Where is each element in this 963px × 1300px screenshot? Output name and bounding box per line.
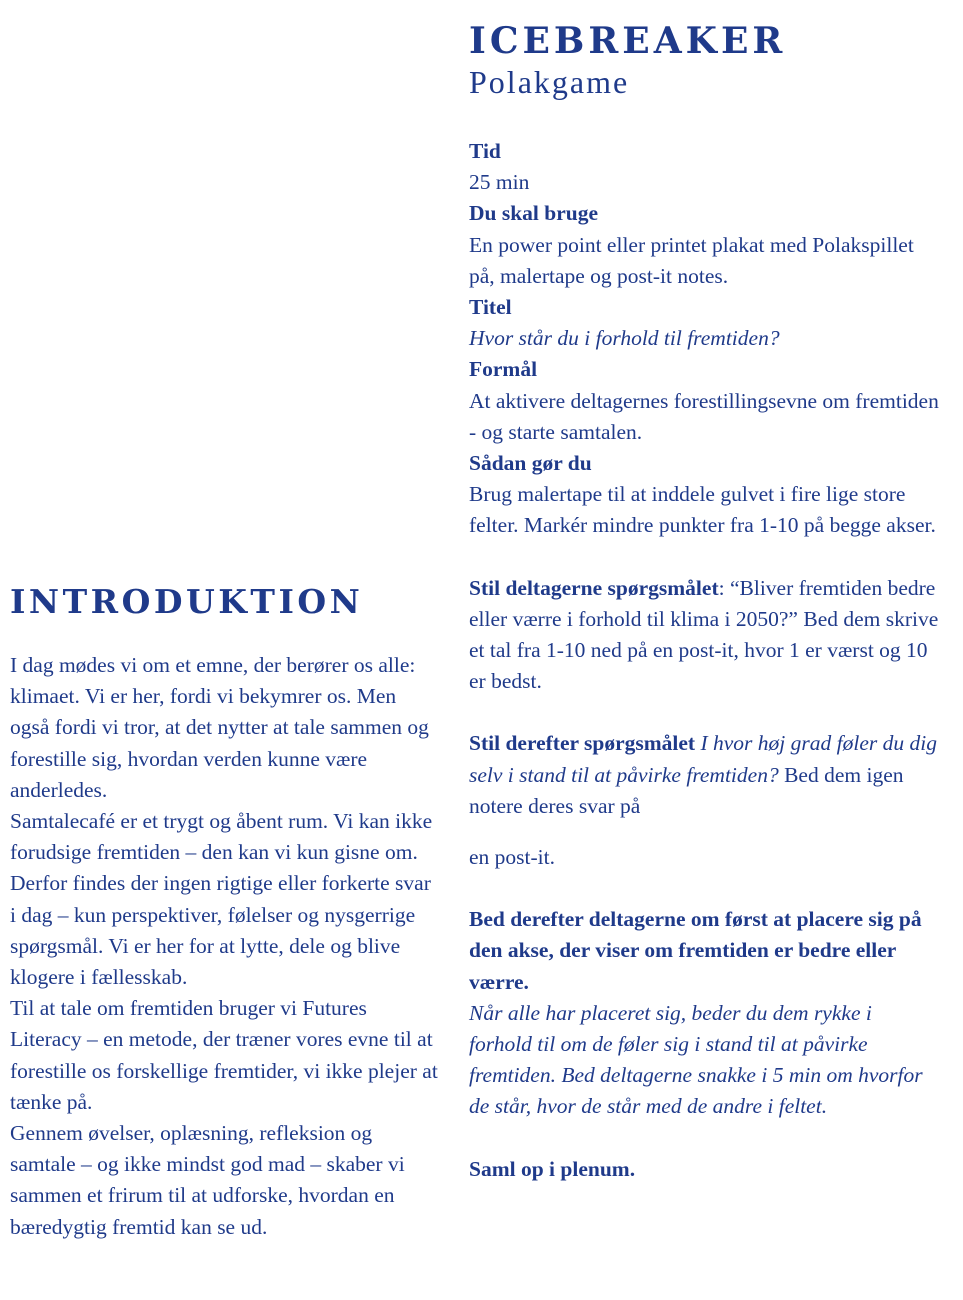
step-3-bold: Bed derefter deltagerne om først at placere sig på den akse, der viser om fremtiden er bedre eller værre. — [469, 907, 922, 994]
formaal-value: At aktivere deltagernes forestillingsevne om fremtiden - og starte samtalen. — [469, 388, 939, 444]
step-2-continuation: en post-it. — [469, 845, 555, 870]
tid-label: Tid — [469, 139, 501, 163]
step-1-bold: Stil deltagerne spørgsmålet — [469, 575, 719, 600]
step-2 — [469, 728, 939, 822]
icebreaker-title: ICEBREAKER — [469, 20, 787, 62]
saadan-label: Sådan gør du — [469, 451, 592, 476]
titel-label: Titel — [469, 295, 512, 320]
intro-paragraph-3: Til at tale om fremtiden bruger vi Futures Literacy – en metode, der træner vores evne til at forestille os forskellige fremtider, vi ikke plejer at tænke på. — [10, 996, 438, 1114]
tid-value: 25 min — [469, 170, 530, 195]
bruge-value: En power point eller printet plakat med Polakspillet på, malertape og post-it notes. — [469, 232, 914, 288]
step-1-text: : “Bliver fremtiden bedre eller værre i forhold til klima i 2050?” Bed dem skrive et tal fra 1-10 ned på en post-it, hvor 1 er værst og 10 er bedst. — [469, 575, 939, 694]
icebreaker-subtitle: Polakgame — [469, 64, 630, 100]
introduction-heading: INTRODUKTION — [10, 582, 364, 621]
bruge-label: Du skal bruge — [469, 201, 599, 226]
closing-line: Saml op i plenum. — [469, 1156, 636, 1181]
formaal-label: Formål — [469, 357, 538, 382]
introduction-column — [10, 580, 440, 1243]
titel-value: Hvor står du i forhold til fremtiden? — [469, 326, 780, 351]
saadan-value: Brug malertape til at inddele gulvet i fire lige store felter. Markér mindre punkter fra 1-10 på begge akser. — [469, 482, 936, 538]
intro-paragraph-1: I dag mødes vi om et emne, der berører os alle: klimaet. Vi er her, fordi vi bekymrer os. Men også fordi vi tror, at det nytter at tale sammen og forestille sig, hvordan verden kunne være anderledes. — [10, 653, 429, 802]
step-2-italic: I hvor høj grad føler du dig selv i stand til at påvirke fremtiden? — [469, 731, 937, 787]
intro-paragraph-4: Gennem øvelser, oplæsning, refleksion og samtale – og ikke mindst god mad – skaber vi sammen et frirum til at udforske, hvordan en bæredygtig fremtid kan se ud. — [10, 1121, 405, 1239]
icebreaker-column — [469, 20, 939, 1185]
step-2-bold: Stil derefter spørgsmålet — [469, 731, 696, 756]
intro-paragraph-2: Samtalecafé er et trygt og åbent rum. Vi kan ikke forudsige fremtiden – den kan vi kun gisne om. Derfor findes der ingen rigtige eller forkerte svar i dag – kun perspektiver, følelser og nysgerrige spørgsmål. Vi er her for at lytte, dele og blive klogere i fællesskab. — [10, 809, 433, 990]
step-3-italic: Når alle har placeret sig, beder du dem rykke i forhold til om de føler sig i stand til at påvirke fremtiden. Bed deltagerne snakke i 5 min om hvorfor de står, hvor de står med de andre i feltet. — [469, 1000, 923, 1119]
step-1 — [469, 573, 939, 698]
step-2-text: Bed dem igen notere deres svar på — [469, 762, 904, 818]
